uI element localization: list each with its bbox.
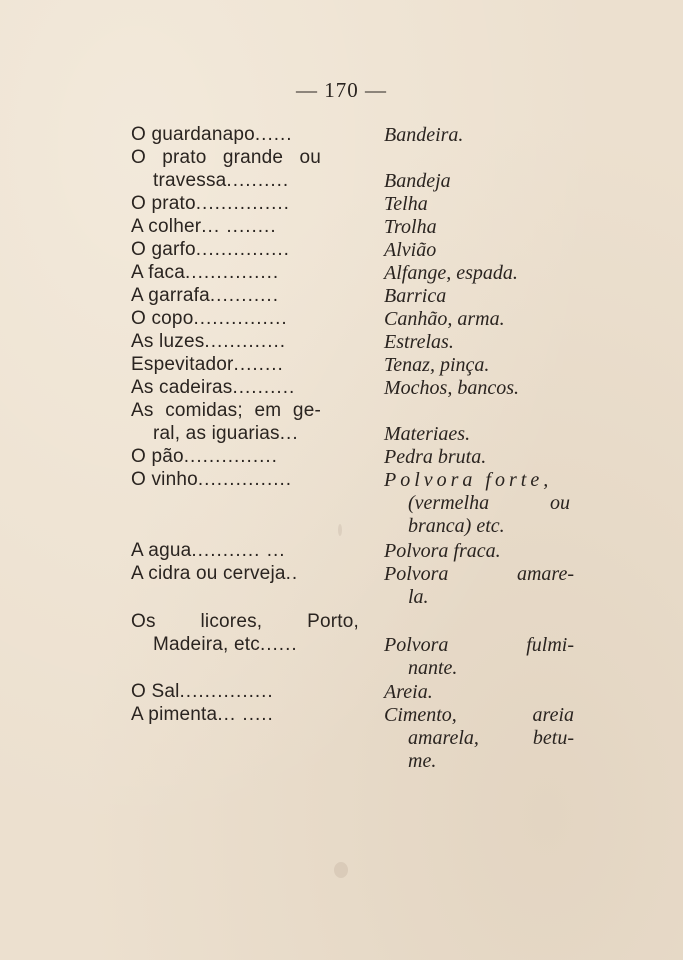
entry-term: O vinho............... — [131, 469, 293, 490]
entry-term: O prato grande ou — [131, 147, 321, 168]
entry-term: As comidas; em ge- — [131, 400, 321, 421]
entry-term: A garrafa........... — [131, 285, 279, 306]
entry-term: O garfo............... — [131, 239, 290, 260]
glossary-entry — [0, 540, 683, 564]
entry-definition: (vermelha ou — [408, 492, 570, 514]
entry-definition: nante. — [408, 657, 458, 679]
entry-term: travessa.......... — [153, 170, 290, 191]
glossary-entry — [0, 423, 683, 447]
entry-definition: Trolha — [384, 216, 437, 238]
entry-definition: Materiaes. — [384, 423, 471, 445]
entry-term: A colher... ........ — [131, 216, 277, 237]
entry-definition: Telha — [384, 193, 428, 215]
glossary-entry — [0, 400, 683, 424]
glossary-entry — [0, 704, 683, 728]
glossary-entry — [0, 750, 683, 774]
glossary-entry — [0, 611, 683, 635]
entry-definition: Alvião — [384, 239, 437, 261]
entry-definition: Mochos, bancos. — [384, 377, 519, 399]
entry-term: O prato............... — [131, 193, 290, 214]
glossary-entry — [0, 124, 683, 148]
page-number: — 170 — — [296, 78, 387, 102]
entry-definition: me. — [408, 750, 437, 772]
entry-definition: branca) etc. — [408, 515, 505, 537]
glossary-entry — [0, 170, 683, 194]
entry-definition: Areia. — [384, 681, 433, 703]
glossary-entry — [0, 308, 683, 332]
entry-term: As cadeiras.......... — [131, 377, 296, 398]
entry-term: As luzes............. — [131, 331, 287, 352]
entry-term: A agua........... ... — [131, 540, 286, 561]
glossary-entry — [0, 469, 683, 493]
entry-term: A cidra ou cerveja.. — [131, 563, 299, 584]
entry-term: O copo............... — [131, 308, 288, 329]
glossary-entry — [0, 563, 683, 587]
entry-definition: la. — [408, 586, 429, 608]
entry-definition: Polvora fulmi- — [384, 634, 574, 656]
glossary-entry — [0, 446, 683, 470]
entry-term: A pimenta... ..... — [131, 704, 274, 725]
entry-definition: Canhão, arma. — [384, 308, 505, 330]
glossary-entry — [0, 681, 683, 705]
glossary-entry — [0, 285, 683, 309]
entry-definition: Polvora fraca. — [384, 540, 501, 562]
entry-definition: Bandeira. — [384, 124, 464, 146]
entry-definition: Alfange, espada. — [384, 262, 518, 284]
entry-definition: Bandeja — [384, 170, 451, 192]
entry-term: Espevitador........ — [131, 354, 284, 375]
glossary-entry — [0, 239, 683, 263]
glossary-entry — [0, 354, 683, 378]
entry-definition: Polvora forte, — [384, 469, 553, 491]
entry-term: Os licores, Porto, — [131, 611, 359, 632]
glossary-entry — [0, 262, 683, 286]
glossary-entry — [0, 657, 683, 681]
entry-definition: Polvora amare- — [384, 563, 574, 585]
glossary-entry — [0, 586, 683, 610]
glossary-entry — [0, 193, 683, 217]
entry-term: A faca............... — [131, 262, 280, 283]
paper-stain — [334, 862, 348, 878]
entry-term: O Sal............... — [131, 681, 274, 702]
entry-term: Madeira, etc...... — [153, 634, 298, 655]
glossary-entry — [0, 492, 683, 516]
entry-term: O pão............... — [131, 446, 278, 467]
glossary-entry — [0, 377, 683, 401]
entry-definition: Estrelas. — [384, 331, 454, 353]
entry-definition: Barrica — [384, 285, 447, 307]
entry-definition: Tenaz, pinça. — [384, 354, 490, 376]
glossary-entry — [0, 727, 683, 751]
entry-term: O guardanapo...... — [131, 124, 293, 145]
entry-definition: Pedra bruta. — [384, 446, 487, 468]
glossary-entry — [0, 331, 683, 355]
glossary-entry — [0, 515, 683, 539]
entry-definition: Cimento, areia — [384, 704, 574, 726]
entry-definition: amarela, betu- — [408, 727, 574, 749]
glossary-entry — [0, 216, 683, 240]
glossary-entry — [0, 634, 683, 658]
glossary-entry — [0, 147, 683, 171]
entry-term: ral, as iguarias... — [153, 423, 299, 444]
